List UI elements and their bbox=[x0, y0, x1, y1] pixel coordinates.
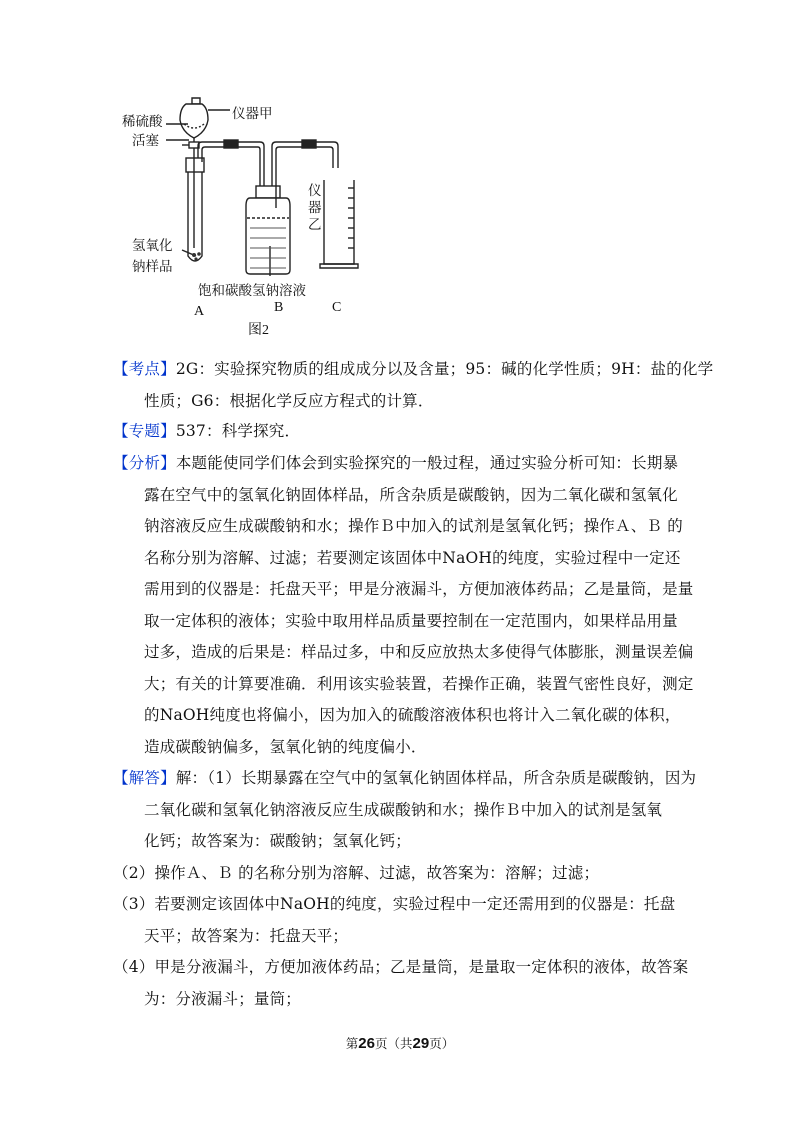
fenxi-line: 大；有关的计算要准确．利用该实验装置，若操作正确，装置气密性良好，测定 bbox=[144, 674, 694, 693]
zhuanti-tag: 【专题】 bbox=[113, 422, 176, 440]
apparatus-figure bbox=[110, 88, 370, 338]
fenxi-line: 露在空气中的氢氧化钠固体样品，所含杂质是碳酸钠，因为二氧化碳和氢氧化 bbox=[144, 485, 678, 504]
jieda-line: 天平；故答案为：托盘天平； bbox=[144, 926, 349, 945]
page-footer bbox=[0, 1034, 800, 1052]
jieda-line: 二氧化碳和氢氧化钠溶液反应生成碳酸钠和水；操作Ｂ中加入的试剂是氢氧 bbox=[144, 800, 663, 819]
footer-middle: 页（共 bbox=[374, 1037, 413, 1051]
fenxi-line: 需用到的仪器是：托盘天平；甲是分液漏斗，方便加液体药品；乙是量筒，是量 bbox=[144, 580, 694, 598]
jieda-line: （2）操作Ａ、Ｂ 的名称分别为溶解、过滤，故答案为：溶解；过滤； bbox=[113, 863, 600, 882]
section-jieda bbox=[113, 763, 698, 1015]
valve-label: 活塞 bbox=[132, 133, 159, 149]
sample-label-line2: 钠样品 bbox=[132, 259, 173, 275]
jieda-line: （3）若要测定该固体中NaOH的纯度，实验过程中一定还需用到的仪器是：托盘 bbox=[113, 895, 676, 913]
apparatus-a-label: A bbox=[194, 304, 205, 319]
dilute-acid-label: 稀硫酸 bbox=[122, 114, 163, 130]
jieda-tag: 【解答】 bbox=[113, 769, 176, 787]
kaodian-line: 2G：实验探究物质的组成成分以及含量；95：碱的化学性质；9H：盐的化学 bbox=[175, 360, 714, 378]
jieda-line: 化钙；故答案为：碳酸钠；氢氧化钙； bbox=[144, 832, 411, 850]
fenxi-line: 钠溶液反应生成碳酸钠和水；操作Ｂ中加入的试剂是氢氧化钙；操作Ａ、Ｂ 的 bbox=[144, 517, 683, 535]
apparatus-c-label: C bbox=[332, 300, 342, 315]
jieda-line: （4）甲是分液漏斗，方便加液体药品；乙是量筒，是量取一定体积的液体，故答案 bbox=[113, 958, 689, 976]
page-number: 26 bbox=[358, 1035, 375, 1052]
fenxi-line: 本题能使同学们体会到实验探究的一般过程，通过实验分析可知：长期暴 bbox=[175, 454, 679, 472]
fenxi-line: 造成碳酸钠偏多，氢氧化钠的纯度偏小． bbox=[144, 737, 427, 756]
fenxi-line: 的NaOH纯度也将偏小，因为加入的硫酸溶液体积也将计入二氧化碳的体积， bbox=[144, 706, 681, 724]
instrument-jia-label: 仪器甲 bbox=[232, 106, 273, 122]
figure-caption: 图2 bbox=[248, 323, 269, 338]
section-fenxi bbox=[113, 448, 698, 763]
apparatus-b-label: B bbox=[274, 300, 284, 315]
zhuanti-line: 537：科学探究． bbox=[175, 422, 301, 440]
kaodian-tag: 【考点】 bbox=[113, 360, 176, 378]
fenxi-tag: 【分析】 bbox=[113, 454, 176, 472]
solution-label: 饱和碳酸氢钠溶液 bbox=[198, 283, 306, 299]
kaodian-line: 性质；G6：根据化学反应方程式的计算． bbox=[144, 391, 434, 410]
footer-suffix: 页） bbox=[429, 1037, 455, 1051]
fenxi-line: 过多，造成的后果是：样品过多，中和反应放热太多使得气体膨胀，测量误差偏 bbox=[144, 643, 694, 661]
jieda-line: 为：分液漏斗；量筒； bbox=[144, 989, 302, 1008]
section-zhuanti bbox=[113, 416, 698, 448]
sample-label-line1: 氢氧化 bbox=[132, 238, 173, 254]
footer-prefix: 第 bbox=[345, 1037, 359, 1051]
section-kaodian bbox=[113, 354, 714, 417]
instrument-yi-label: 仪器乙 bbox=[308, 183, 322, 233]
fenxi-line: 名称分别为溶解、过滤；若要测定该固体中NaOH的纯度，实验过程中一定还 bbox=[144, 548, 681, 567]
jieda-line: 解：（1）长期暴露在空气中的氢氧化钠固体样品，所含杂质是碳酸钠，因为 bbox=[175, 769, 697, 787]
total-pages: 29 bbox=[412, 1035, 430, 1052]
fenxi-line: 取一定体积的液体；实验中取用样品质量要控制在一定范围内，如果样品用量 bbox=[144, 611, 678, 630]
